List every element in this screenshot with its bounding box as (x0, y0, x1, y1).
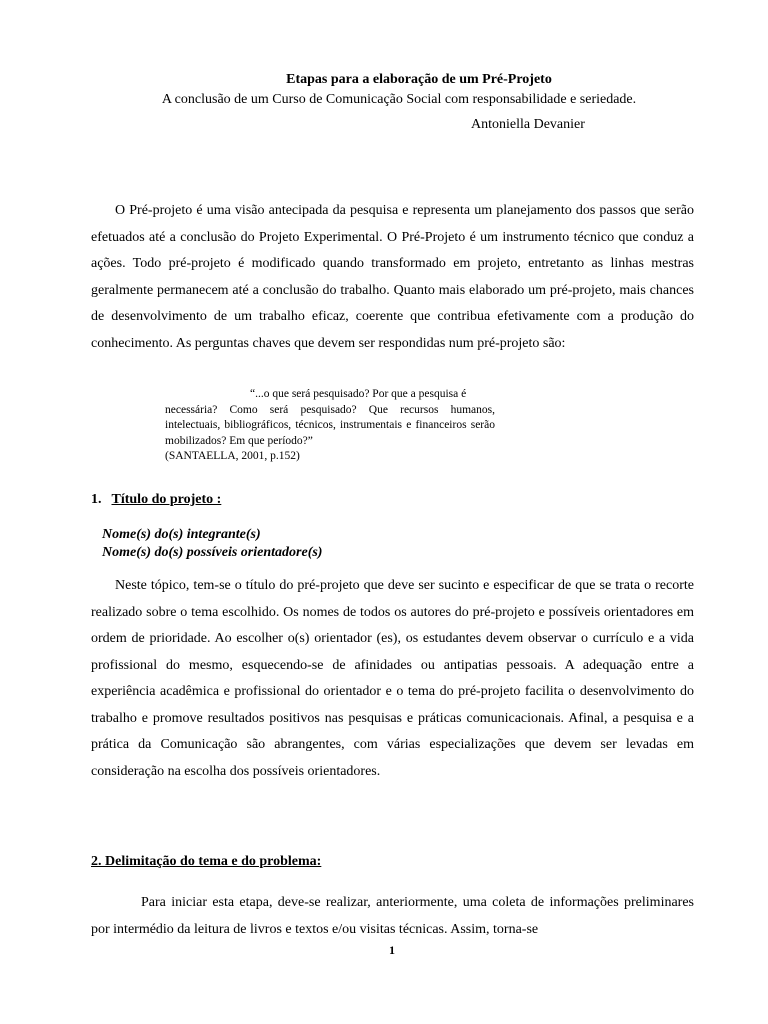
document-author: Antoniella Devanier (471, 117, 585, 132)
section-1-heading (91, 492, 221, 508)
section-1-title: Título do projeto : (111, 492, 222, 507)
quote-citation: (SANTAELLA, 2001, p.152) (165, 450, 300, 462)
section-2-heading: 2. Delimitação do tema e do problema: (91, 854, 322, 869)
document-subtitle: A conclusão de um Curso de Comunicação Social com responsabilidade e seriedade. (161, 92, 637, 107)
document-title: Etapas para a elaboração de um Pré-Projeto (286, 72, 552, 87)
quote-first-line: “...o que será pesquisado? Por que a pesquisa é (250, 388, 467, 400)
section-1-paragraph: Neste tópico, tem-se o título do pré-projeto que deve ser sucinto e especificar de que se trata o recorte realizado sobre o tema escolhido. Os nomes de todos os autores do pré-projeto e possíveis orientadores em ordem de prioridade. Ao escolher o(s) orientador (es), os estudantes devem observar o currículo e a vida profissional do mesmo, esquecendo-se de afinidades ou antipatias pessoais. A adequação entre a experiência acadêmica e profissional do orientador e o tema do pré-projeto facilita o desenvolvimento do trabalho e promove resultados positivos nas pesquisas e práticas comunicacionais. Afinal, a pesquisa e a prática da Comunicação são abrangentes, com várias especializações que devem ser levadas em consideração na escolha dos possíveis orientadores. (91, 578, 694, 779)
page-number: 1 (389, 943, 395, 957)
section-1-number: 1. (91, 492, 102, 507)
section-1-line-members: Nome(s) do(s) integrante(s) (102, 527, 261, 542)
block-quote (165, 387, 495, 465)
quote-body: necessária? Como será pesquisado? Que recursos humanos, intelectuais, bibliográficos, técnicos, instrumentais e financeiros serão mobilizados? Em que período?” (165, 403, 495, 447)
section-2-paragraph: Para iniciar esta etapa, deve-se realizar, anteriormente, uma coleta de informações preliminares por intermédio da leitura de livros e textos e/ou visitas técnicas. Assim, torna-se (91, 895, 694, 937)
intro-paragraph: O Pré-projeto é uma visão antecipada da pesquisa e representa um planejamento dos passos que serão efetuados até a conclusão do Projeto Experimental. O Pré-Projeto é um instrumento técnico que conduz a ações. Todo pré-projeto é modificado quando transformado em projeto, entretanto as linhas mestras geralmente permanecem até a conclusão do trabalho. Quanto mais elaborado um pré-projeto, mais chances de desenvolvimento de um trabalho eficaz, coerente que contribua efetivamente com a produção do conhecimento. As perguntas chaves que devem ser respondidas num pré-projeto são: (91, 203, 694, 351)
section-1-line-advisors: Nome(s) do(s) possíveis orientadore(s) (102, 545, 323, 560)
